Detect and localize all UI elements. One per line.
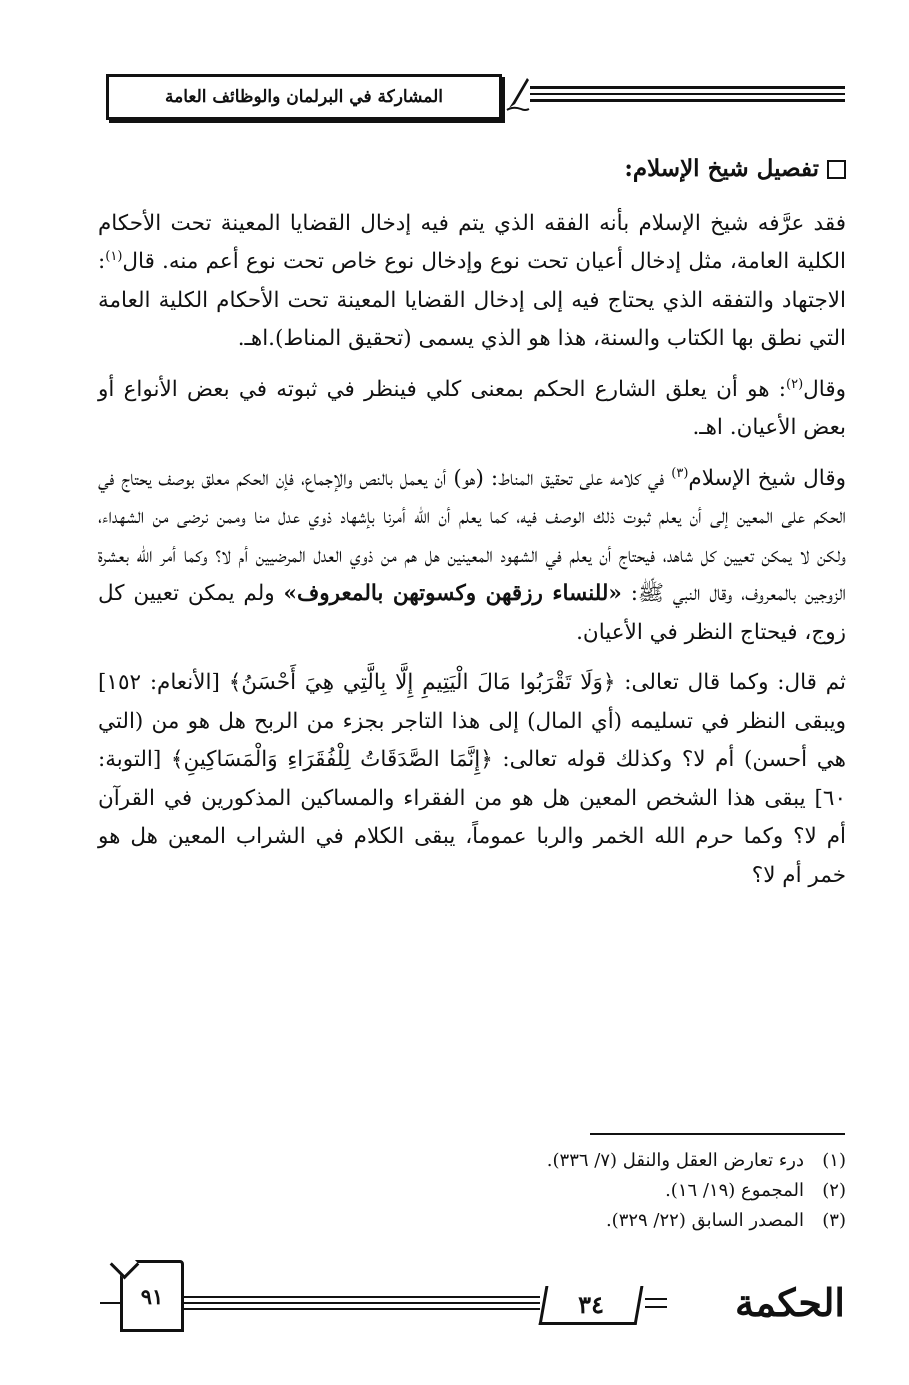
running-title-box — [106, 74, 502, 120]
footnote-number: (١) — [822, 1150, 846, 1171]
footnote-ref[interactable]: (٣) — [671, 465, 689, 481]
paragraph-text: فقد عرَّفه شيخ الإسلام بأنه الفقه الذي يتم فيه إدخال القضايا المعينة تحت الأحكام الكلية العامة، مثل إدخال أعيان تحت نوع وإدخال نوع خاص تحت نوع أعم منه. قال — [98, 210, 846, 274]
page-number: ٩١ — [140, 1283, 164, 1309]
hadith-quote: «للنساء رزقهن وكسوتهن بالمعروف» — [283, 581, 622, 606]
footer-rule — [180, 1302, 540, 1304]
footer-rule — [645, 1306, 667, 1308]
quran-verse: ﴿إِنَّمَا الصَّدَقَاتُ لِلْفُقَرَاءِ وَالْمَسَاكِينِ﴾ — [170, 747, 493, 772]
paragraph-text: ثم قال: وكما قال تعالى: — [615, 670, 847, 695]
issue-number-tab — [539, 1286, 644, 1325]
paragraph — [98, 460, 846, 653]
paragraph — [98, 371, 846, 448]
paragraph-text: ولم يمكن تعيين كل زوج، فيحتاج النظر في الأعيان. — [98, 581, 846, 645]
footnote-text: المصدر السابق (٢٢/ ٣٢٩). — [605, 1210, 804, 1231]
footnote-ref[interactable]: (١) — [105, 248, 123, 264]
header-rules — [530, 86, 845, 106]
footnote — [100, 1206, 846, 1236]
footer-rule — [180, 1308, 540, 1310]
magazine-logo: الحكمة — [735, 1280, 845, 1325]
page-footer — [100, 1258, 845, 1338]
paragraph-text: في كلامه على تحقيق المناط: (هو) أن يعمل بالنص والإجماع، فإن الحكم معلق بوصف يحتاج في الحكم على المعين إلى أن يعلم ثبوت ذلك الوصف فيه، كما يعلم أن الله أمرنا بإشهاد ذوي عدل منا وممن نرضى من الشهداء، ولكن لا يمكن تعيين كل شاهد، فيحتاج أن يعلم في الشهود المعينين هل هم من ذوي العدل المرضيين أم لا؟ وكما أمر الله بعشرة الزوجين بالمعروف، وقال النبي ﷺ: — [98, 465, 847, 606]
footer-rule — [645, 1298, 667, 1300]
section-heading — [98, 150, 846, 189]
paragraph-text: : الاجتهاد والتفقه الذي يحتاج فيه إلى إدخال القضايا المعينة تحت الأحكام الكلية العامة التي نطق بها الكتاب والسنة، هذا هو الذي يسمى (تحقيق المناط).اهـ. — [98, 249, 846, 351]
paragraph-text: [الأنعام: ١٥٢] ويبقى النظر في تسليمه (أي المال) إلى هذا التاجر بجزء من الربح هل هو من (التي هي أحسن) أم لا؟ وكذلك قوله تعالى: — [98, 670, 846, 772]
issue-number: ٣٤ — [578, 1289, 605, 1319]
footnote-number: (٣) — [822, 1210, 846, 1231]
footnote-number: (٢) — [822, 1180, 846, 1201]
running-header — [100, 68, 845, 123]
footer-rule — [100, 1302, 120, 1304]
footnote-ref[interactable]: (٢) — [786, 376, 804, 392]
quill-pen-icon — [505, 76, 531, 112]
paragraph-text: وقال شيخ الإسلام — [688, 465, 846, 491]
page-number-tab — [120, 1260, 184, 1332]
footnote-divider — [590, 1133, 845, 1135]
paragraph — [98, 664, 846, 895]
paragraph — [98, 205, 846, 359]
paragraph-text: وقال — [803, 376, 846, 402]
footnote-text: درء تعارض العقل والنقل (٧/ ٣٣٦). — [546, 1150, 804, 1171]
footer-rule — [180, 1296, 540, 1298]
footnote — [100, 1176, 846, 1206]
square-bullet-icon — [827, 160, 846, 179]
footnote — [100, 1146, 846, 1176]
paragraph-text: : هو أن يعلق الشارع الحكم بمعنى كلي فينظر في ثبوته في بعض الأنواع أو بعض الأعيان. اهـ. — [98, 376, 846, 440]
paragraph-text: [التوبة: ٦٠] يبقى هذا الشخص المعين هل هو من الفقراء والمساكين المذكورين في القرآن أم لا؟ وكما حرم الله الخمر والربا عموماً، يبقى الكلام في الشراب المعين هل هو خمر أم لا؟ — [98, 747, 846, 888]
running-title: المشاركة في البرلمان والوظائف العامة — [165, 87, 443, 107]
section-title: تفصيل شيخ الإسلام: — [624, 155, 819, 182]
footnotes — [100, 1146, 846, 1236]
quran-verse: ﴿وَلَا تَقْرَبُوا مَالَ الْيَتِيمِ إِلَّا بِالَّتِي هِيَ أَحْسَنُ﴾ — [228, 670, 616, 695]
footnote-text: المجموع (١٩/ ١٦). — [665, 1180, 804, 1201]
main-text — [98, 150, 846, 907]
